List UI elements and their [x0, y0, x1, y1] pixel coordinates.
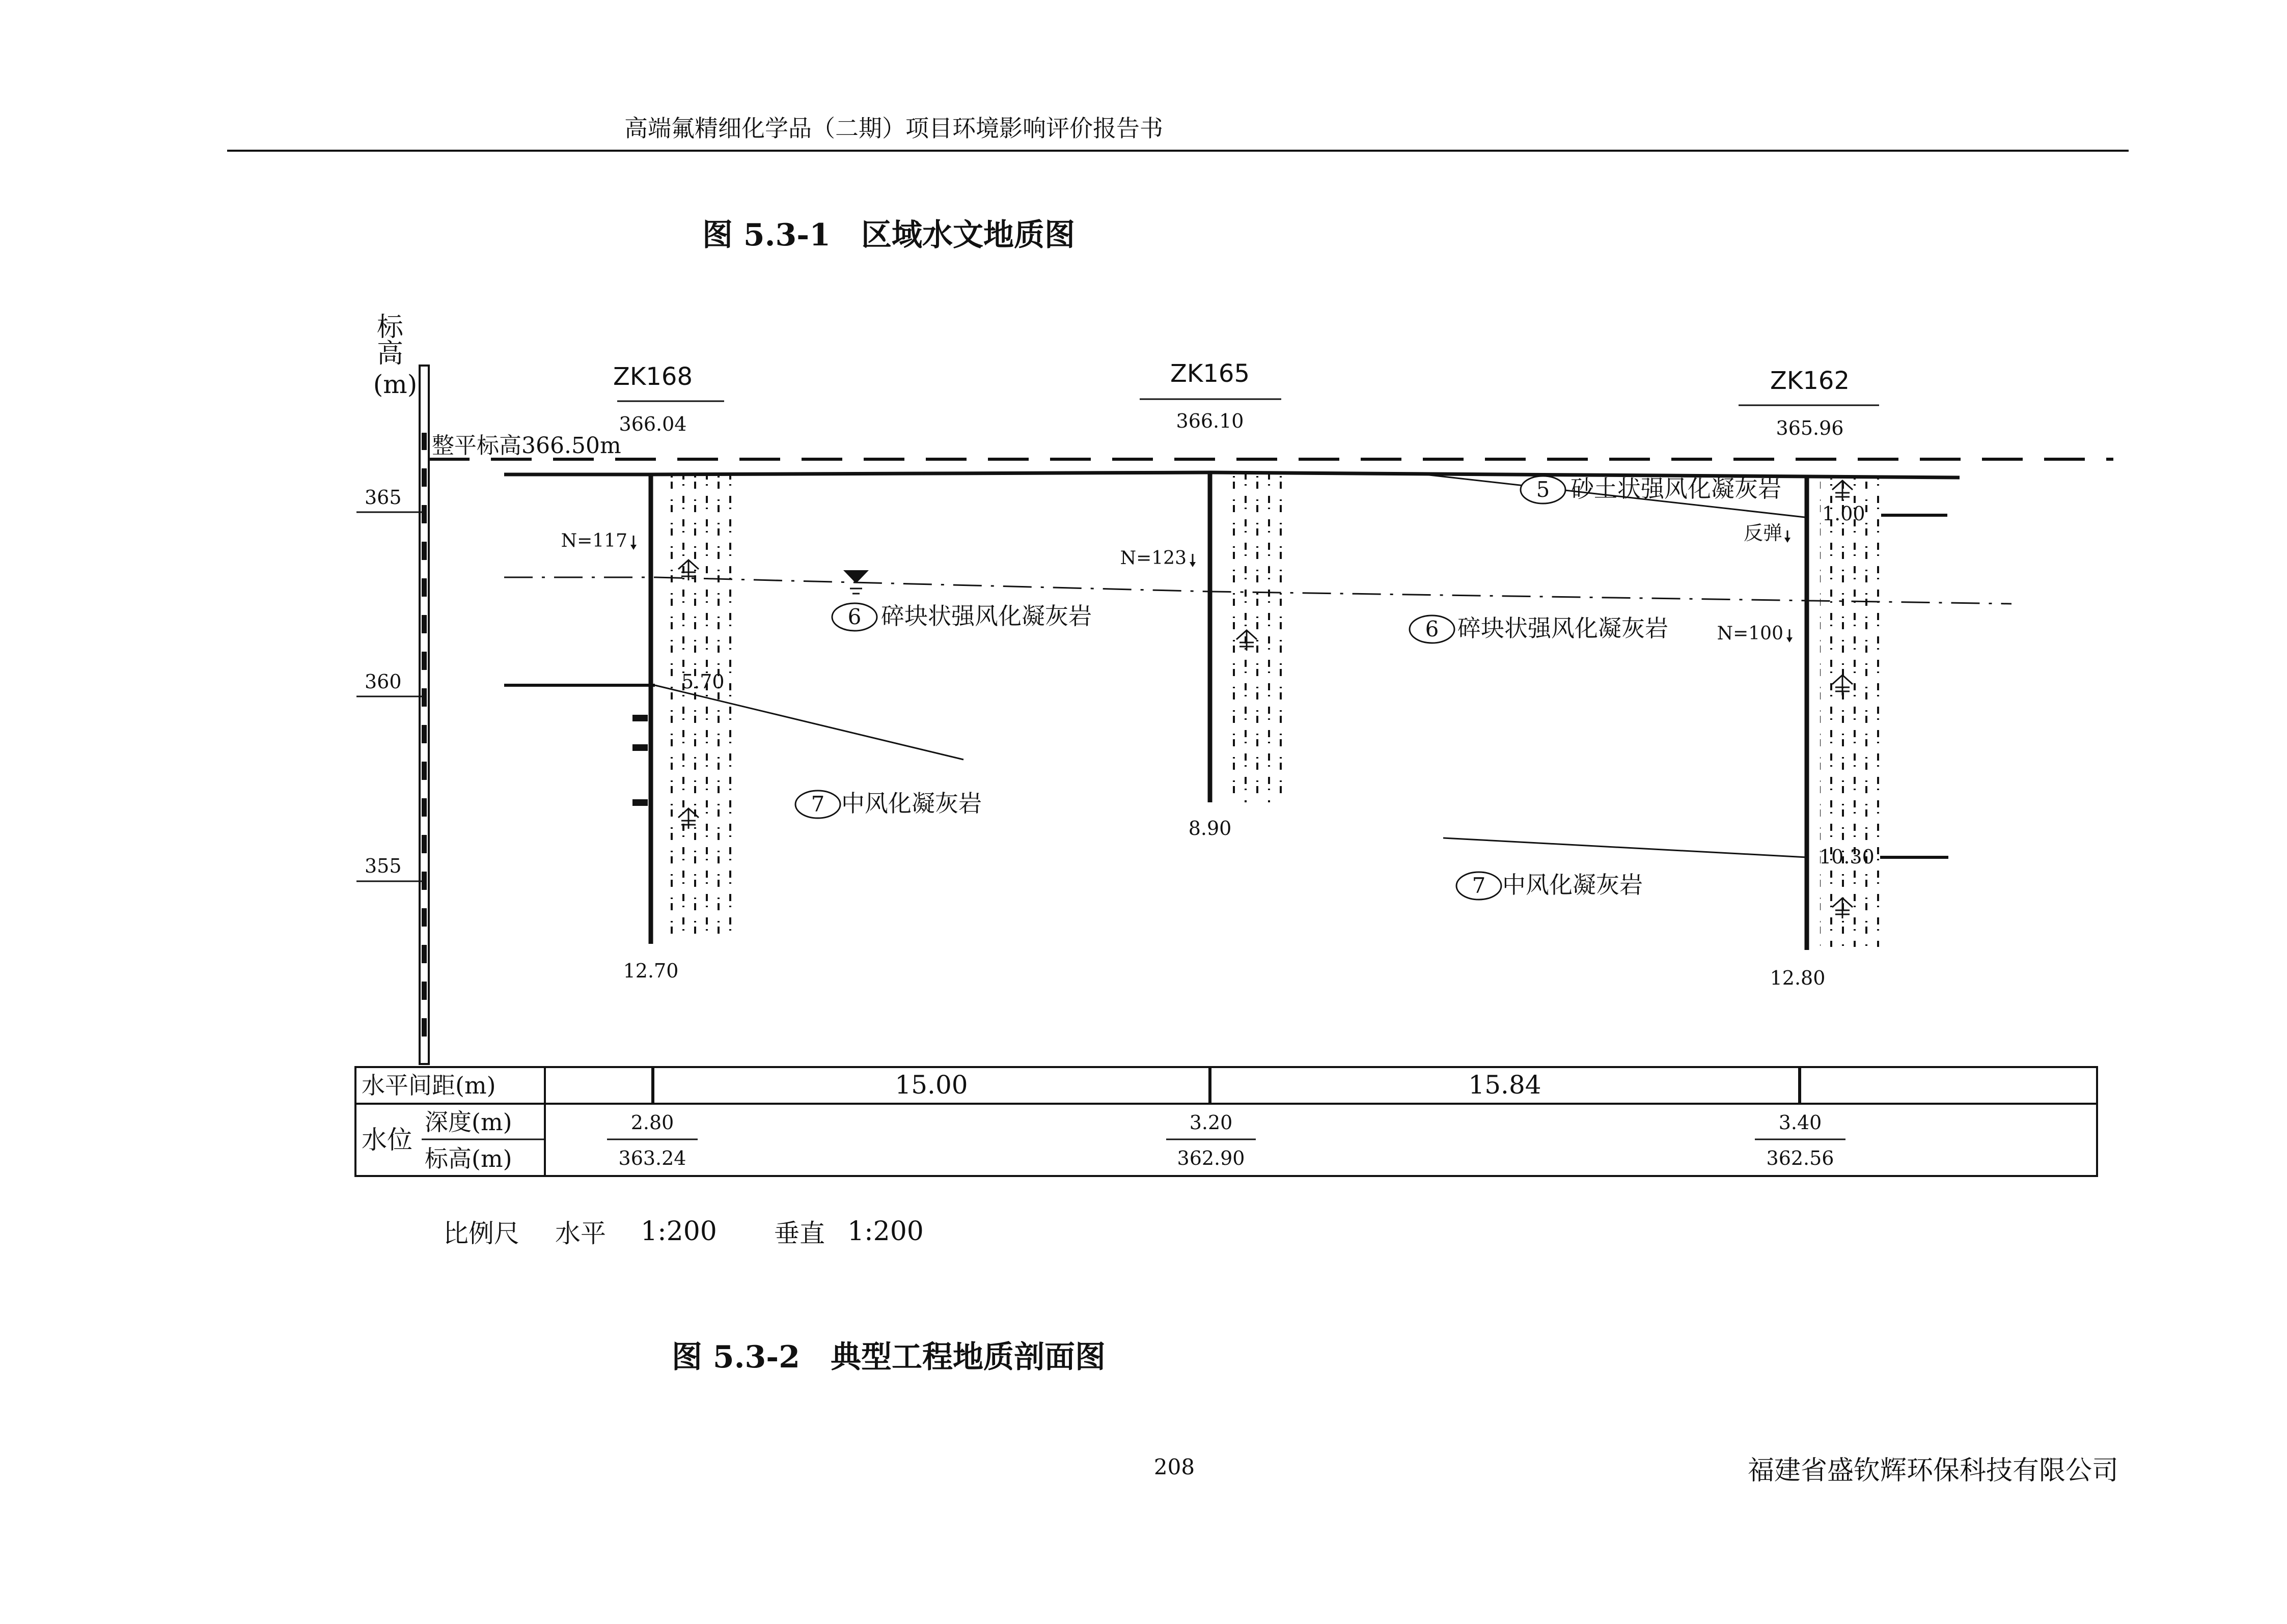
- footer-company: 福建省盛钦辉环保科技有限公司: [1747, 1455, 2118, 1486]
- tick-label-360: 360: [365, 670, 402, 693]
- svg-text:碎块状强风化凝灰岩: 碎块状强风化凝灰岩: [1457, 614, 1668, 642]
- scale-label: 比例尺: [443, 1219, 519, 1248]
- header-title: 高端氟精细化学品（二期）项目环境影响评价报告书: [624, 115, 1163, 142]
- water-elev-2: 362.90: [1177, 1147, 1245, 1169]
- spt-blow-count: N=117: [561, 530, 627, 551]
- spt-blow-count: N=123: [1120, 548, 1187, 569]
- table-row-label-spacing: 水平间距(m): [362, 1072, 496, 1099]
- rebound-label: 反弹: [1743, 522, 1782, 544]
- layer-boundary-6-7-right: [1443, 838, 1807, 857]
- scale-h-value: 1:200: [641, 1216, 717, 1247]
- layer-label-6-right: [1410, 614, 1668, 643]
- sample-mark: [632, 799, 648, 806]
- tick-label-355: 355: [365, 855, 402, 877]
- water-depth-2: 3.20: [1189, 1111, 1233, 1134]
- borehole-zk165: [1120, 359, 1290, 839]
- scale-v-value: 1:200: [847, 1216, 924, 1247]
- bottom-depth: 8.90: [1188, 817, 1232, 839]
- figure-caption-2: 图 5.3-2 典型工程地质剖面图: [672, 1339, 1106, 1375]
- sample-mark: [632, 744, 648, 751]
- axis-label-char-3: (m): [373, 370, 418, 399]
- svg-text:中风化凝灰岩: 中风化凝灰岩: [841, 790, 982, 817]
- axis-label-char-2: 高: [376, 339, 404, 369]
- layer-depth-1: 1.00: [1822, 502, 1865, 525]
- sample-mark: [632, 715, 648, 721]
- svg-text:7: 7: [1472, 873, 1486, 898]
- scale-v-label: 垂直: [774, 1219, 825, 1248]
- graded-elevation-label: 整平标高366.50m: [432, 433, 621, 459]
- figure-caption-1: 图 5.3-1 区域水文地质图: [702, 217, 1075, 253]
- elevation-ruler: [420, 366, 429, 1064]
- svg-text:5: 5: [1536, 477, 1550, 502]
- svg-text:中风化凝灰岩: 中风化凝灰岩: [1502, 871, 1643, 899]
- layer-depth: 5.70: [681, 670, 725, 693]
- tick-label-365: 365: [365, 486, 402, 509]
- borehole-id: ZK162: [1770, 367, 1850, 395]
- borehole-elevation: 366.10: [1176, 410, 1244, 432]
- spt-blow-count: N=100: [1717, 623, 1783, 644]
- spacing-value-1: 15.00: [895, 1070, 968, 1100]
- borehole-elevation: 365.96: [1776, 417, 1844, 439]
- water-elev-3: 362.56: [1766, 1147, 1834, 1169]
- scale-h-label: 水平: [555, 1219, 606, 1248]
- water-depth-3: 3.40: [1778, 1111, 1822, 1134]
- page-number: 208: [1153, 1454, 1195, 1479]
- borehole-id: ZK168: [613, 362, 693, 391]
- layer-label-6-left: [832, 602, 1092, 631]
- bottom-depth: 12.70: [623, 960, 679, 982]
- water-elev-1: 363.24: [618, 1147, 686, 1169]
- axis-label-char-1: 标: [376, 312, 404, 343]
- table-label-elev: 标高(m): [425, 1145, 512, 1172]
- water-level-icon: [843, 570, 869, 594]
- svg-text:砂土状强风化凝灰岩: 砂土状强风化凝灰岩: [1570, 475, 1781, 502]
- svg-text:6: 6: [847, 604, 862, 629]
- svg-text:7: 7: [811, 792, 825, 817]
- bottom-depth: 12.80: [1770, 967, 1826, 989]
- layer-label-7-left: [795, 790, 982, 818]
- spacing-value-2: 15.84: [1468, 1070, 1541, 1100]
- svg-text:6: 6: [1425, 617, 1439, 641]
- water-depth-1: 2.80: [630, 1111, 674, 1134]
- borehole-id: ZK165: [1170, 359, 1250, 388]
- table-label-depth: 深度(m): [425, 1108, 512, 1136]
- layer-label-5: [1521, 475, 1781, 503]
- borehole-elevation: 366.04: [619, 413, 687, 435]
- layer-label-7-right: [1456, 871, 1643, 900]
- layer-depth-2: 10.30: [1819, 846, 1875, 868]
- table-row-label-water: 水位: [362, 1125, 412, 1155]
- svg-text:碎块状强风化凝灰岩: 碎块状强风化凝灰岩: [881, 602, 1092, 630]
